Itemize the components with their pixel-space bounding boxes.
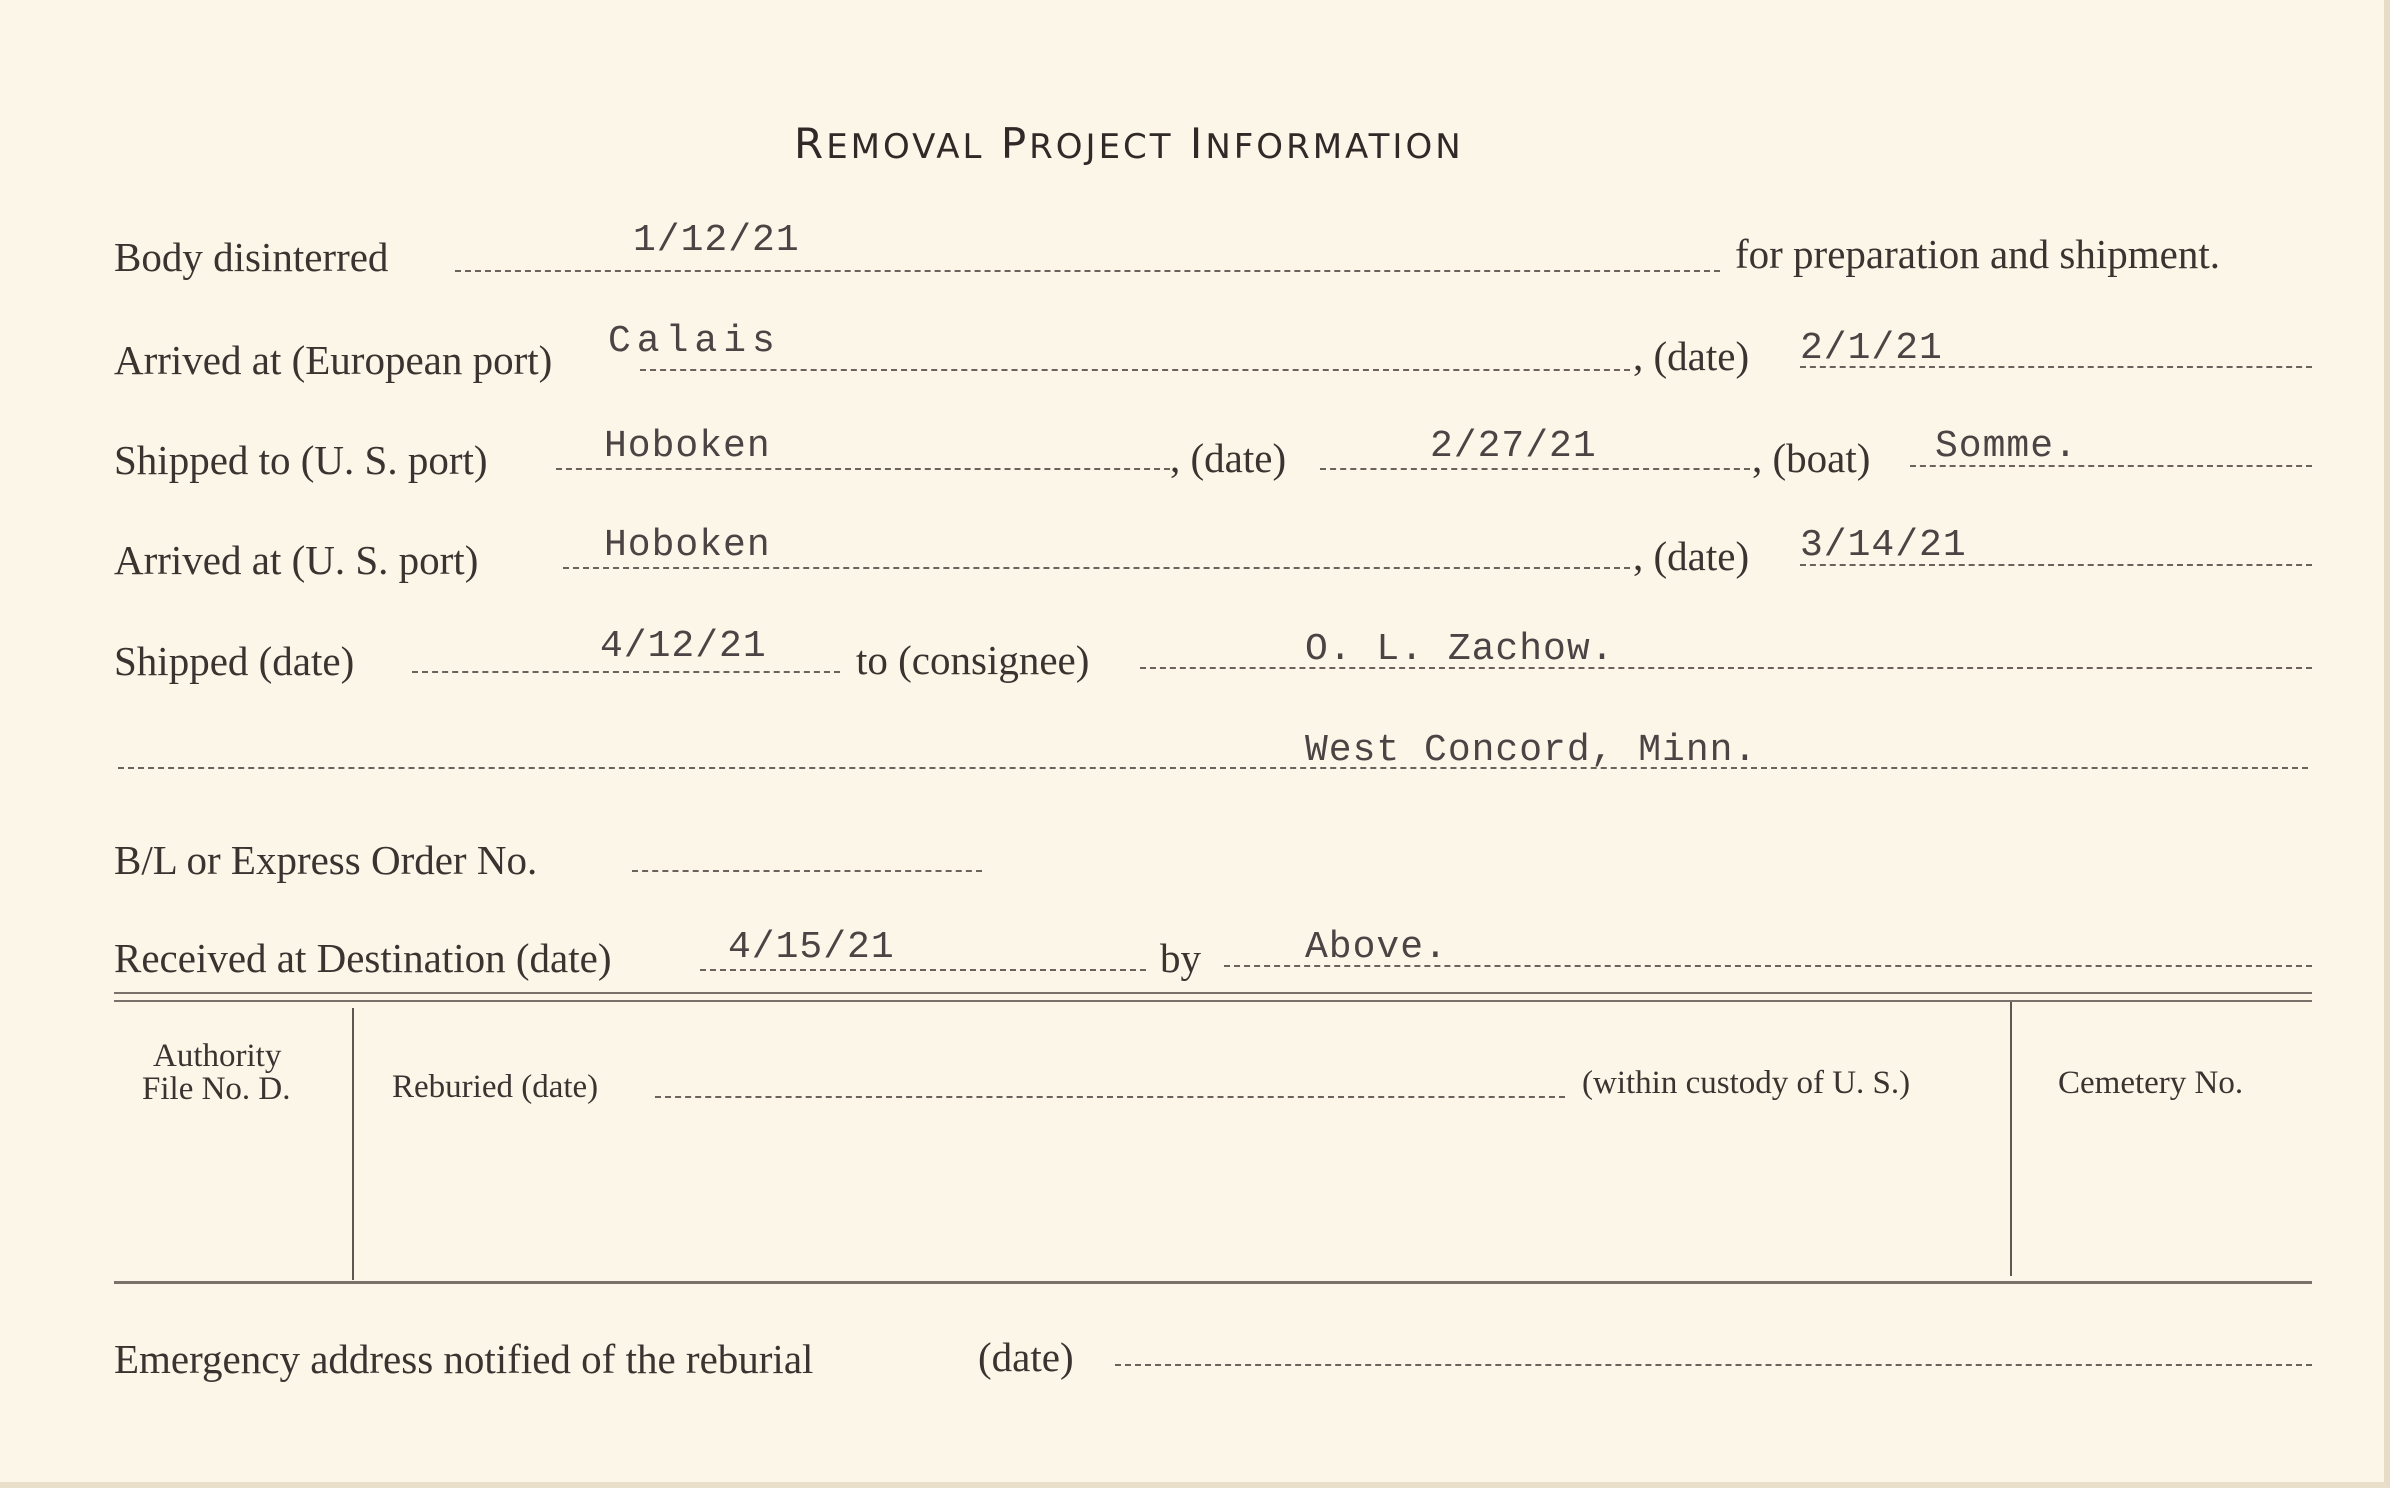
- shipped-us-date-value: 2/27/21: [1430, 425, 1597, 468]
- shipped-us-boat-label: , (boat): [1752, 435, 1871, 481]
- arrived-us-date-value: 3/14/21: [1800, 524, 1967, 567]
- card-title: REMOVAL PROJECT INFORMATION: [794, 119, 1464, 168]
- received-label: Received at Destination (date): [114, 935, 612, 981]
- arrived-european-line: [640, 369, 1630, 371]
- reburied-label: Reburied (date): [392, 1069, 599, 1105]
- emergency-label: Emergency address notified of the reburial: [114, 1336, 814, 1382]
- custody-label: (within custody of U. S.): [1582, 1065, 1911, 1101]
- arrived-us-line: [563, 567, 1630, 569]
- emergency-date-label: (date): [978, 1334, 1074, 1380]
- received-value: 4/15/21: [728, 926, 895, 969]
- shipped-date-line: [412, 671, 840, 673]
- shipped-us-value: Hoboken: [604, 425, 771, 468]
- cemetery-label: Cemetery No.: [2058, 1065, 2244, 1101]
- arrived-european-value: Calais: [608, 320, 781, 363]
- shipped-us-label: Shipped to (U. S. port): [114, 437, 488, 483]
- arrived-us-value: Hoboken: [604, 524, 771, 567]
- table-divider-right: [2010, 1002, 2012, 1276]
- shipped-us-date-line: [1320, 468, 1750, 470]
- arrived-us-date-label: , (date): [1633, 533, 1750, 579]
- shipped-us-boat-value: Somme.: [1935, 425, 2078, 468]
- consignee-label: to (consignee): [856, 637, 1090, 683]
- body-disinterred-suffix: for preparation and shipment.: [1735, 231, 2221, 277]
- table-divider-left: [352, 1008, 354, 1280]
- emergency-line: [1115, 1364, 2312, 1366]
- body-disinterred-label: Body disinterred: [114, 234, 389, 280]
- consignee-address: West Concord, Minn.: [1305, 729, 1758, 772]
- shipped-date-label: Shipped (date): [114, 638, 355, 684]
- arrived-european-date-value: 2/1/21: [1800, 327, 1943, 370]
- table-top-rule-2: [114, 1000, 2312, 1002]
- arrived-european-date-label: , (date): [1633, 333, 1750, 379]
- bl-order-line: [632, 870, 982, 872]
- received-line: [700, 969, 1146, 971]
- table-bottom-rule: [114, 1281, 2312, 1284]
- table-top-rule-1: [114, 992, 2312, 994]
- body-disinterred-line: [455, 270, 1720, 272]
- received-by-label: by: [1160, 935, 1201, 981]
- arrived-european-label: Arrived at (European port): [114, 337, 553, 383]
- body-disinterred-value: 1/12/21: [633, 219, 800, 262]
- authority-label-line1: Authority: [153, 1038, 282, 1074]
- bl-order-label: B/L or Express Order No.: [114, 837, 538, 883]
- authority-label-line2: File No. D.: [142, 1071, 291, 1107]
- shipped-us-date-label: , (date): [1170, 435, 1287, 481]
- reburied-line: [655, 1096, 1565, 1098]
- arrived-us-label: Arrived at (U. S. port): [114, 537, 479, 583]
- shipped-us-line: [556, 468, 1170, 470]
- consignee-name: O. L. Zachow.: [1305, 628, 1615, 671]
- consignee-address-line: [118, 767, 2308, 769]
- shipped-date-value: 4/12/21: [600, 625, 767, 668]
- received-by-value: Above.: [1305, 926, 1448, 969]
